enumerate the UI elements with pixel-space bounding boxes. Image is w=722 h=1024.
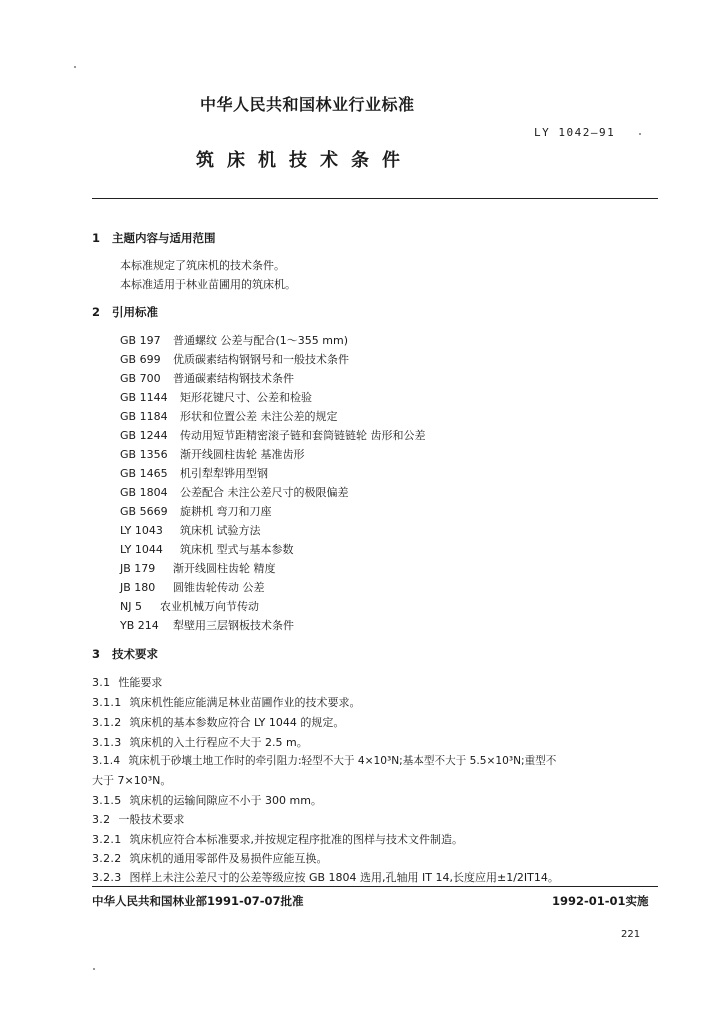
approval-note: 中华人民共和国林业部1991-07-07批准 [92, 894, 304, 908]
reference-code: LY 1044 [120, 543, 163, 556]
standard-category-title: 中华人民共和国林业行业标准 [200, 95, 415, 114]
reference-title: 农业机械万向节传动 [160, 600, 259, 613]
clause-number: 3.1.2 [92, 716, 122, 729]
header-rule [92, 198, 658, 199]
paragraph: 本标准适用于林业苗圃用的筑床机。 [120, 278, 296, 291]
reference-title: 传动用短节距精密滚子链和套筒链链轮 齿形和公差 [180, 429, 426, 442]
reference-item [120, 484, 349, 500]
reference-title: 渐开线圆柱齿轮 基准齿形 [180, 448, 305, 461]
section-2-heading [92, 304, 158, 320]
requirement-continuation [92, 772, 171, 788]
section-title: 引用标准 [112, 305, 158, 319]
reference-code: JB 180 [120, 581, 156, 594]
footer-rule [92, 886, 658, 887]
reference-item [120, 389, 312, 405]
reference-item [120, 598, 259, 614]
reference-title: 优质碳素结构钢钢号和一般技术条件 [173, 353, 349, 366]
requirement-item [92, 674, 162, 690]
clause-text: 筑床机的入土行程应不大于 2.5 m。 [129, 736, 308, 749]
section-number: 3 [92, 647, 101, 661]
clause-text: 筑床机的运输间隙应不小于 300 mm。 [129, 794, 322, 807]
clause-number: 3.2.1 [92, 833, 122, 846]
reference-code: GB 700 [120, 372, 161, 385]
section-3-heading [92, 646, 158, 662]
requirement-item [92, 734, 308, 750]
scan-speck [74, 66, 76, 68]
clause-number: 3.1 [92, 676, 111, 689]
reference-item [120, 408, 338, 424]
section-number: 1 [92, 231, 101, 245]
section-1-heading [92, 230, 216, 246]
section-number: 2 [92, 305, 101, 319]
requirement-item [92, 831, 463, 847]
document-title: 筑床机技术条件 [196, 150, 413, 171]
reference-code: GB 5669 [120, 505, 168, 518]
section-title: 主题内容与适用范围 [112, 231, 216, 245]
clause-text: 性能要求 [118, 676, 163, 689]
reference-item [120, 617, 294, 633]
clause-text: 一般技术要求 [118, 813, 185, 826]
reference-code: GB 1804 [120, 486, 168, 499]
reference-title: 圆锥齿轮传动 公差 [173, 581, 265, 594]
reference-item [120, 579, 265, 595]
reference-item [120, 370, 294, 386]
clause-number: 3.1.4 [92, 755, 121, 767]
scan-speck [639, 133, 641, 135]
requirement-item [92, 850, 328, 866]
requirement-item [92, 811, 184, 827]
reference-code: YB 214 [120, 619, 159, 632]
requirement-item [92, 792, 322, 808]
requirement-item [92, 869, 559, 885]
section-title: 技术要求 [112, 647, 158, 661]
clause-number: 3.2.3 [92, 871, 122, 884]
standard-code: LY 1042—91 [534, 126, 616, 139]
reference-code: GB 1244 [120, 429, 168, 442]
reference-title: 普通碳素结构钢技术条件 [173, 372, 294, 385]
reference-title: 渐开线圆柱齿轮 精度 [173, 562, 276, 575]
reference-code: GB 699 [120, 353, 161, 366]
clause-text: 筑床机于砂壤土地工作时的牵引阻力:轻型不大于 4×10³N;基本型不大于 5.5×10³N;重型不 [128, 755, 557, 767]
reference-title: 犁壁用三层钢板技术条件 [173, 619, 294, 632]
clause-text: 筑床机的通用零部件及易损件应能互换。 [129, 852, 328, 865]
clause-text: 筑床机的基本参数应符合 LY 1044 的规定。 [129, 716, 345, 729]
clause-text: 筑床机应符合本标准要求,并按规定程序批准的图样与技术文件制造。 [129, 833, 463, 846]
clause-number: 3.1.3 [92, 736, 122, 749]
reference-item [120, 427, 426, 443]
paragraph: 本标准规定了筑床机的技术条件。 [120, 259, 285, 272]
clause-text: 大于 7×10³N。 [92, 774, 172, 787]
reference-code: LY 1043 [120, 524, 163, 537]
reference-title: 形状和位置公差 未注公差的规定 [180, 410, 338, 423]
requirement-item [92, 753, 556, 768]
reference-code: JB 179 [120, 562, 156, 575]
reference-item [120, 446, 305, 462]
clause-number: 3.2.2 [92, 852, 122, 865]
reference-code: GB 1144 [120, 391, 168, 404]
reference-code: GB 197 [120, 334, 161, 347]
reference-item [120, 560, 276, 576]
reference-title: 筑床机 型式与基本参数 [180, 543, 294, 556]
requirement-item [92, 694, 361, 710]
implementation-date: 1992-01-01实施 [552, 894, 649, 908]
reference-title: 普通螺纹 公差与配合(1～355 mm) [173, 334, 349, 347]
scan-speck [93, 968, 95, 970]
reference-code: GB 1184 [120, 410, 168, 423]
page-number: 221 [621, 929, 641, 940]
clause-text: 图样上未注公差尺寸的公差等级应按 GB 1804 选用,孔轴用 IT 14,长度应用±1/2IT14。 [129, 871, 559, 884]
clause-text: 筑床机性能应能满足林业苗圃作业的技术要求。 [129, 696, 361, 709]
reference-code: NJ 5 [120, 600, 142, 613]
clause-number: 3.1.5 [92, 794, 122, 807]
reference-code: GB 1465 [120, 467, 168, 480]
reference-item [120, 332, 348, 348]
requirement-item [92, 714, 344, 730]
reference-title: 机引犁犁铧用型钢 [180, 467, 268, 480]
reference-item [120, 503, 272, 519]
reference-title: 旋耕机 弯刀和刀座 [180, 505, 272, 518]
reference-item [120, 541, 294, 557]
clause-number: 3.2 [92, 813, 111, 826]
clause-number: 3.1.1 [92, 696, 122, 709]
reference-item [120, 522, 261, 538]
reference-code: GB 1356 [120, 448, 168, 461]
reference-item [120, 465, 268, 481]
reference-title: 筑床机 试验方法 [180, 524, 261, 537]
reference-title: 矩形花键尺寸、公差和检验 [180, 391, 312, 404]
reference-item [120, 351, 349, 367]
reference-title: 公差配合 未注公差尺寸的极限偏差 [180, 486, 349, 499]
